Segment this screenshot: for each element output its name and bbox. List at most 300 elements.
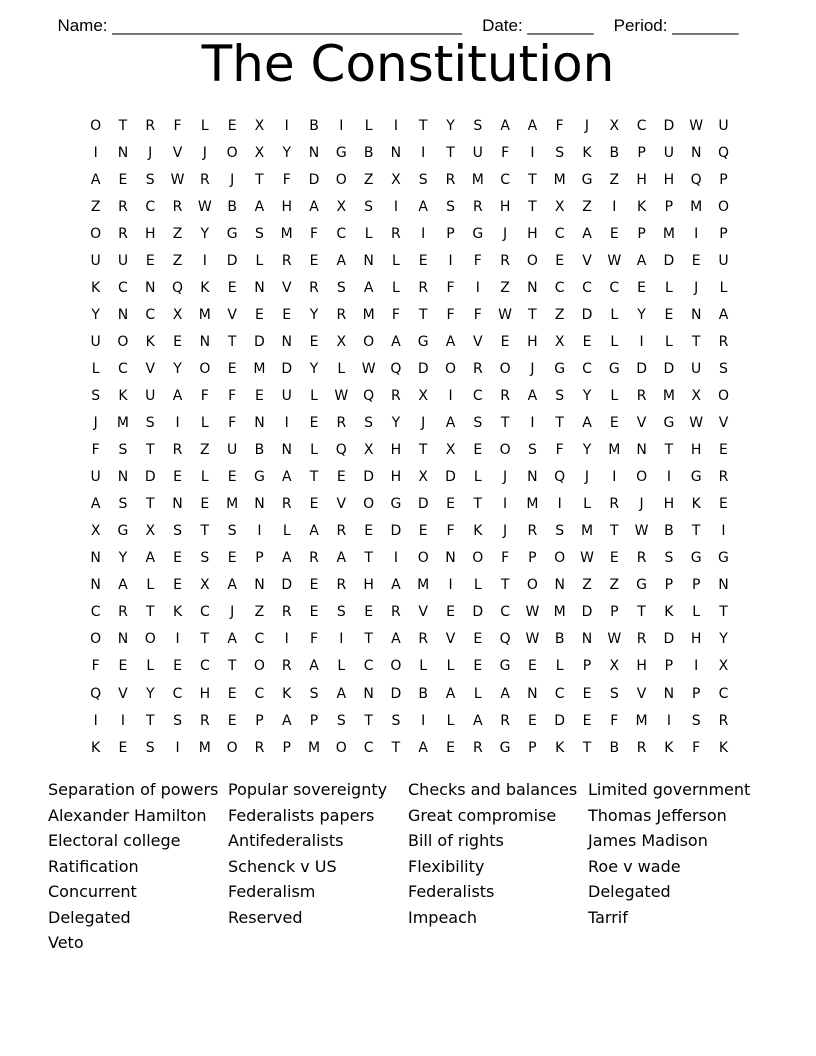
grid-letter: R (718, 712, 729, 729)
grid-letter: L (610, 306, 619, 323)
grid-letter: I (339, 631, 344, 648)
grid-letter: P (719, 171, 728, 188)
grid-letter: S (555, 144, 565, 161)
grid-letter: I (557, 496, 562, 513)
grid-letter: E (227, 712, 237, 729)
grid-letter: D (581, 306, 593, 323)
grid-letter: R (609, 496, 620, 513)
grid-letter: T (145, 442, 155, 459)
grid-letter: M (253, 360, 266, 377)
grid-letter: A (90, 496, 101, 513)
grid-letter: H (663, 496, 675, 513)
grid-letter: L (337, 658, 346, 675)
grid-letter: I (93, 712, 98, 729)
grid-letter: O (526, 577, 538, 594)
grid-letter: C (199, 604, 210, 621)
grid-letter: U (663, 144, 674, 161)
grid-letter: D (554, 712, 566, 729)
grid-row (82, 220, 737, 247)
grid-letter: S (391, 712, 401, 729)
grid-letter: E (446, 496, 455, 513)
grid-letter: R (718, 469, 729, 486)
grid-row (82, 599, 737, 626)
grid-letter: R (281, 496, 292, 513)
grid-letter: S (418, 171, 428, 188)
grid-letter: R (472, 198, 483, 215)
grid-letter: I (175, 631, 180, 648)
grid-letter: E (664, 306, 674, 323)
grid-letter: R (391, 387, 401, 404)
grid-letter: S (336, 279, 346, 296)
word-bank-item: Bill of rights (408, 831, 504, 850)
grid-letter: U (691, 360, 702, 377)
word-bank-item: Popular sovereignty (228, 780, 388, 799)
grid-letter: E (145, 252, 155, 269)
grid-letter: Y (582, 442, 592, 459)
grid-letter: L (364, 117, 373, 134)
grid-letter: E (691, 252, 701, 269)
grid-letter: E (173, 469, 182, 486)
grid-letter: Z (363, 171, 374, 188)
word-bank-item: Roe v wade (588, 856, 681, 876)
grid-letter: W (334, 387, 349, 404)
grid-letter: E (500, 333, 510, 350)
grid-letter: G (335, 144, 347, 161)
grid-letter: S (200, 550, 210, 567)
grid-letter: O (199, 360, 211, 377)
grid-letter: G (690, 550, 702, 567)
grid-letter: Z (609, 577, 620, 594)
grid-letter: T (691, 333, 701, 350)
grid-letter: Y (145, 685, 155, 702)
grid-letter: E (200, 496, 210, 513)
grid-letter: J (584, 469, 590, 486)
grid-letter: A (254, 198, 265, 215)
grid-letter: G (608, 360, 620, 377)
grid-letter: I (475, 279, 480, 296)
grid-letter: I (393, 198, 398, 215)
grid-letter: A (227, 577, 237, 594)
grid-letter: J (639, 496, 644, 513)
grid-letter: P (309, 712, 319, 729)
grid-letter: Q (90, 685, 102, 702)
grid-letter: I (421, 712, 426, 729)
grid-row (82, 653, 737, 680)
grid-letter: N (199, 333, 211, 350)
grid-letter: H (527, 225, 538, 242)
grid-letter: E (255, 306, 264, 323)
grid-letter: N (145, 279, 156, 296)
grid-row (82, 518, 737, 545)
grid-row (82, 410, 737, 437)
grid-letter: F (282, 171, 291, 188)
grid-letter: K (118, 387, 128, 404)
grid-letter: F (692, 739, 701, 756)
grid-letter: X (418, 387, 428, 404)
grid-letter: L (555, 658, 564, 675)
grid-letter: L (255, 252, 264, 269)
grid-letter: O (499, 442, 511, 459)
grid-letter: H (281, 198, 292, 215)
grid-letter: P (691, 577, 701, 594)
grid-letter: V (636, 685, 647, 702)
grid-row (82, 437, 737, 464)
grid-letter: R (472, 739, 483, 756)
grid-letter: J (230, 604, 235, 621)
grid-letter: G (390, 496, 402, 513)
grid-letter: D (417, 496, 429, 513)
grid-letter: F (91, 442, 100, 459)
grid-letter: E (309, 415, 319, 432)
grid-letter: J (503, 225, 508, 242)
grid-letter: W (607, 631, 622, 648)
grid-letter: I (612, 469, 617, 486)
grid-letter: E (609, 415, 619, 432)
grid-letter: V (418, 604, 428, 621)
grid-letter: T (145, 712, 155, 729)
grid-letter: L (146, 577, 155, 594)
grid-letter: I (666, 469, 671, 486)
grid-letter: K (636, 198, 647, 215)
grid-letter: L (692, 604, 701, 621)
grid-letter: S (227, 523, 237, 540)
word-bank-item: Electoral college (48, 831, 181, 850)
grid-letter: S (336, 712, 346, 729)
grid-letter: F (228, 387, 237, 404)
grid-letter: G (254, 469, 265, 486)
grid-letter: L (583, 496, 591, 513)
grid-letter: T (118, 117, 128, 134)
grid-letter: G (663, 415, 675, 432)
grid-letter: C (582, 360, 592, 377)
grid-letter: X (691, 387, 701, 404)
grid-letter: M (198, 739, 211, 756)
grid-letter: G (472, 225, 484, 242)
grid-letter: M (608, 442, 621, 459)
grid-letter: K (91, 739, 101, 756)
grid-letter: O (554, 550, 566, 567)
grid-letter: T (500, 415, 510, 432)
grid-letter: I (530, 415, 535, 432)
grid-letter: L (392, 279, 400, 296)
grid-letter: N (281, 333, 292, 350)
grid-letter: G (581, 171, 593, 188)
grid-letter: C (199, 658, 210, 675)
grid-letter: D (417, 360, 429, 377)
grid-letter: E (227, 279, 237, 296)
word-bank (48, 779, 768, 958)
grid-letter: T (500, 577, 510, 594)
grid-letter: V (172, 144, 183, 161)
grid-letter: D (390, 685, 402, 702)
grid-letter: A (281, 469, 292, 486)
grid-letter: N (690, 144, 702, 161)
grid-letter: R (636, 387, 647, 404)
grid-letter: D (144, 469, 156, 486)
grid-letter: A (309, 658, 319, 675)
grid-letter: L (200, 415, 209, 432)
grid-letter: R (309, 279, 319, 296)
grid-letter: P (664, 577, 674, 594)
grid-letter: H (636, 658, 647, 675)
grid-letter: F (173, 117, 182, 134)
grid-letter: Y (719, 631, 728, 648)
grid-letter: J (148, 144, 153, 161)
grid-letter: X (445, 442, 456, 459)
grid-letter: M (690, 198, 703, 215)
grid-letter: A (445, 415, 456, 432)
grid-letter: U (281, 387, 292, 404)
grid-letter: V (145, 360, 156, 377)
grid-letter: A (473, 712, 483, 729)
grid-letter: L (392, 252, 400, 269)
grid-letter: A (118, 577, 128, 594)
grid-letter: P (282, 739, 291, 756)
grid-letter: A (418, 198, 428, 215)
grid-letter: E (118, 171, 128, 188)
grid-letter: N (363, 685, 374, 702)
grid-letter: R (281, 252, 292, 269)
grid-letter: R (718, 333, 729, 350)
grid-letter: S (719, 360, 728, 377)
grid-letter: C (718, 685, 729, 702)
grid-letter: V (718, 415, 729, 432)
grid-letter: S (118, 496, 128, 513)
grid-letter: A (582, 415, 592, 432)
grid-letter: R (636, 739, 647, 756)
grid-letter: N (308, 144, 320, 161)
grid-letter: S (254, 225, 264, 242)
grid-letter: W (580, 550, 594, 567)
grid-letter: M (662, 387, 675, 404)
word-bank-item: Delegated (588, 882, 671, 901)
grid-letter: E (719, 442, 728, 459)
grid-letter: W (607, 252, 622, 269)
grid-letter: K (172, 604, 183, 621)
grid-letter: W (689, 117, 704, 134)
grid-letter: E (418, 523, 428, 540)
grid-letter: M (307, 739, 321, 756)
grid-letter: D (281, 577, 293, 594)
grid-letter: E (309, 333, 319, 350)
grid-letter: R (472, 360, 483, 377)
grid-letter: P (664, 658, 674, 675)
grid-letter: N (172, 496, 183, 513)
grid-letter: W (197, 198, 212, 215)
grid-row (82, 193, 737, 220)
grid-letter: A (363, 279, 374, 296)
grid-letter: Z (554, 306, 565, 323)
grid-letter: L (419, 658, 428, 675)
grid-letter: X (200, 577, 210, 594)
grid-letter: R (500, 252, 510, 269)
grid-letter: L (610, 333, 619, 350)
grid-letter: Y (173, 360, 182, 377)
grid-letter: C (500, 604, 510, 621)
grid-letter: K (473, 523, 483, 540)
grid-letter: G (718, 550, 729, 567)
grid-letter: R (500, 387, 510, 404)
grid-letter: G (636, 577, 648, 594)
grid-letter: T (582, 739, 592, 756)
grid-letter: O (335, 171, 347, 188)
grid-letter: R (118, 198, 128, 215)
grid-letter: E (418, 252, 428, 269)
grid-letter: L (473, 685, 482, 702)
word-bank-item: Federalists (408, 882, 495, 901)
grid-letter: S (145, 739, 155, 756)
grid-letter: P (719, 225, 728, 242)
grid-letter: A (336, 685, 347, 702)
grid-letter: V (582, 252, 592, 269)
word-bank-item: Alexander Hamilton (48, 805, 207, 825)
grid-letter: N (281, 442, 292, 459)
grid-letter: M (362, 306, 375, 323)
grid-letter: C (554, 279, 565, 296)
grid-letter: R (418, 631, 429, 648)
grid-letter: D (445, 469, 456, 486)
grid-letter: O (636, 469, 648, 486)
grid-letter: D (663, 631, 675, 648)
grid-letter: K (664, 739, 674, 756)
word-bank-item: Concurrent (48, 882, 137, 901)
grid-letter: R (172, 198, 183, 215)
grid-letter: B (664, 523, 674, 540)
grid-letter: V (445, 631, 456, 648)
grid-letter: H (499, 198, 511, 215)
grid-letter: C (254, 685, 265, 702)
grid-letter: T (719, 604, 728, 621)
grid-letter: B (554, 631, 565, 648)
grid-letter: A (145, 550, 156, 567)
grid-letter: E (118, 739, 128, 756)
grid-letter: B (418, 685, 429, 702)
grid-letter: T (418, 442, 428, 459)
grid-letter: T (418, 117, 428, 134)
grid-letter: M (116, 415, 129, 432)
grid-letter: Q (335, 442, 347, 459)
grid-letter: E (473, 442, 483, 459)
grid-letter: W (525, 604, 540, 621)
grid-letter: S (691, 712, 701, 729)
grid-letter: D (254, 333, 265, 350)
grid-letter: W (498, 306, 513, 323)
grid-letter: R (199, 171, 210, 188)
grid-letter: K (145, 333, 155, 350)
grid-letter: J (584, 117, 590, 134)
grid-row (82, 355, 737, 382)
grid-letter: L (91, 360, 100, 377)
grid-letter: S (446, 198, 455, 215)
grid-letter: C (500, 171, 510, 188)
word-bank-item: Checks and balances (408, 780, 578, 799)
grid-letter: L (446, 712, 455, 729)
grid-letter: O (117, 333, 129, 350)
grid-letter: T (418, 306, 428, 323)
grid-letter: U (90, 333, 101, 350)
grid-letter: E (173, 577, 182, 594)
grid-letter: V (636, 415, 647, 432)
grid-letter: E (255, 387, 264, 404)
grid-letter: R (500, 712, 510, 729)
grid-letter: C (472, 387, 483, 404)
grid-letter: F (446, 523, 455, 540)
grid-letter: A (309, 523, 319, 540)
grid-letter: C (118, 279, 128, 296)
grid-letter: T (200, 631, 210, 648)
grid-letter: I (284, 117, 289, 134)
grid-letter: X (554, 333, 565, 350)
grid-letter: D (472, 604, 484, 621)
grid-letter: C (90, 604, 101, 621)
grid-letter: X (391, 171, 401, 188)
grid-letter: L (610, 387, 619, 404)
grid-letter: F (309, 631, 319, 648)
grid-letter: E (609, 225, 619, 242)
grid-letter: S (473, 415, 483, 432)
grid-letter: M (526, 496, 539, 513)
grid-letter: N (718, 577, 729, 594)
grid-letter: I (284, 415, 289, 432)
grid-letter: T (528, 198, 537, 215)
grid-letter: X (254, 117, 265, 134)
grid-letter: D (581, 604, 593, 621)
grid-letter: I (202, 252, 207, 269)
grid-letter: T (309, 469, 319, 486)
grid-letter: E (446, 739, 455, 756)
grid-letter: A (90, 171, 101, 188)
grid-letter: N (527, 469, 538, 486)
grid-letter: T (364, 550, 373, 567)
name-field-label: Name: _____________________________________ (57, 16, 463, 35)
word-bank-item: Separation of powers (48, 780, 219, 799)
grid-letter: H (636, 171, 647, 188)
grid-letter: B (309, 117, 319, 134)
grid-letter: I (120, 712, 126, 729)
grid-row (82, 139, 737, 166)
grid-letter: N (254, 415, 265, 432)
grid-letter: A (391, 631, 401, 648)
grid-letter: Y (200, 225, 210, 242)
grid-letter: I (721, 523, 726, 540)
grid-row (82, 734, 737, 761)
grid-letter: R (281, 658, 292, 675)
grid-letter: C (554, 225, 565, 242)
grid-letter: Y (637, 306, 646, 323)
grid-letter: X (609, 117, 620, 134)
grid-letter: B (609, 739, 620, 756)
grid-letter: I (448, 252, 453, 269)
grid-letter: F (446, 306, 455, 323)
grid-letter: O (499, 360, 511, 377)
grid-row (82, 274, 737, 301)
grid-letter: P (637, 144, 646, 161)
grid-letter: X (254, 144, 265, 161)
grid-letter: C (145, 306, 156, 323)
grid-letter: G (499, 739, 511, 756)
grid-letter: I (339, 117, 344, 134)
grid-letter: I (284, 631, 289, 648)
word-search-grid (82, 112, 737, 761)
grid-letter: L (337, 360, 346, 377)
grid-letter: T (145, 604, 155, 621)
grid-letter: M (198, 306, 211, 323)
grid-letter: K (691, 496, 701, 513)
grid-letter: R (391, 225, 401, 242)
grid-row (82, 572, 737, 599)
grid-letter: U (117, 252, 129, 269)
grid-letter: N (117, 306, 129, 323)
